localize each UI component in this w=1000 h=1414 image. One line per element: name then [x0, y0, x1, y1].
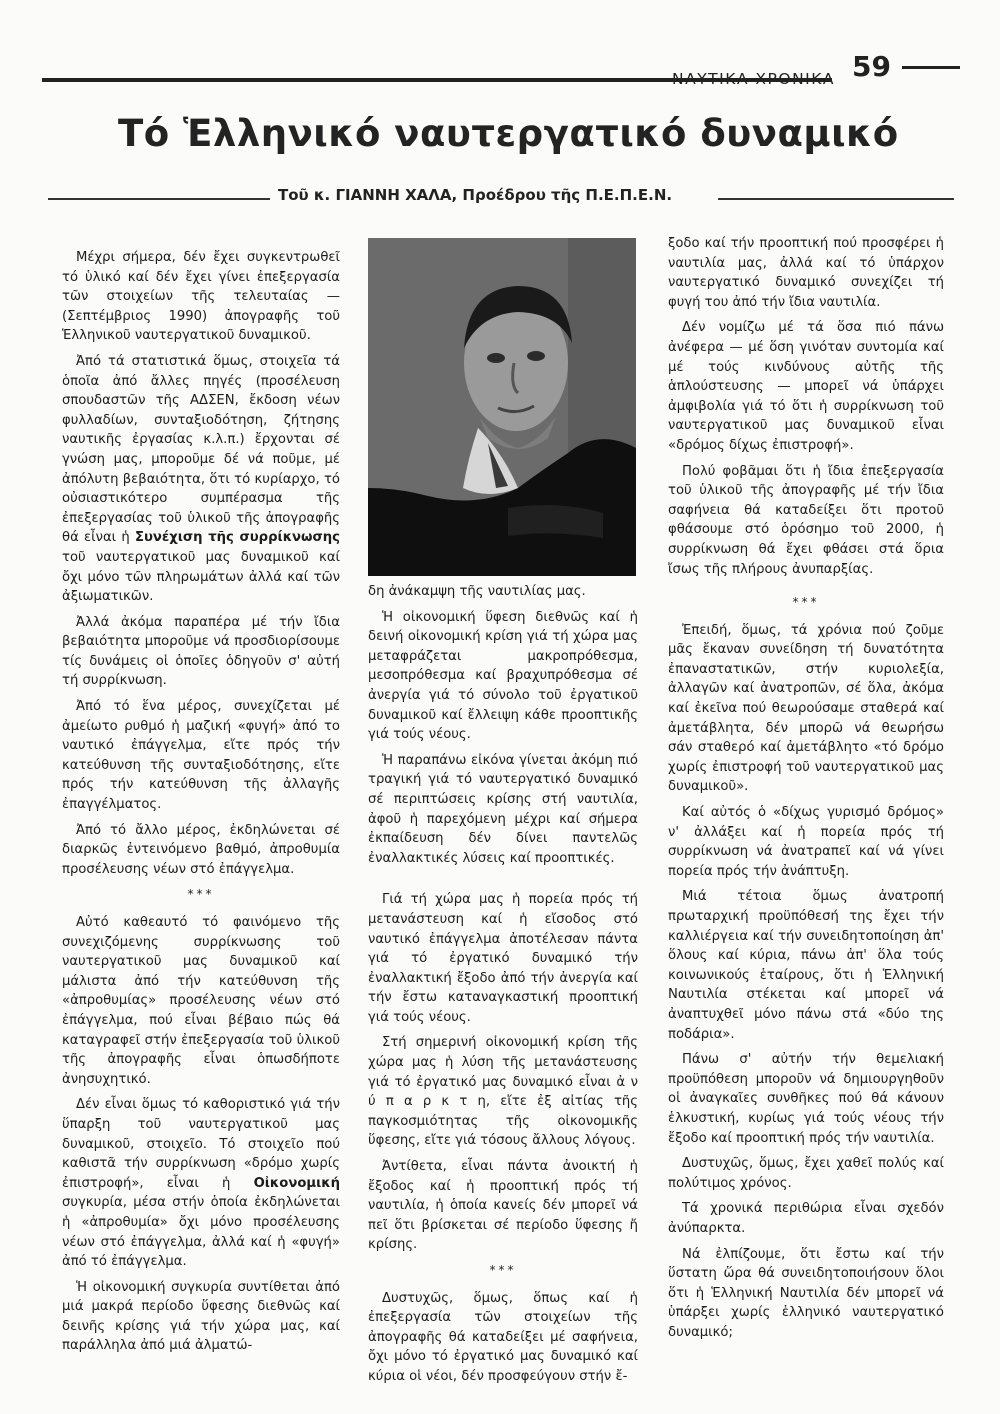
column-left: [62, 248, 340, 1362]
paragraph: Πολύ φοβᾶμαι ὅτι ἡ ἴδια ἐπεξεργασία τοῦ ὑλικοῦ τῆς ἀπογραφῆς μέ τήν ἴδια σαφήνεια θά καταδείξει ὅτι προτοῦ φθάσουμε στό ὁρόσημο τοῦ 2000, ἡ συρρίκνωση θά ἔχει φθάσει στά ὅρια ἴσως τῆς πλήρους ἀνυπαρξίας.: [668, 463, 944, 577]
paragraph: ξοδο καί τήν προοπτική πού προσφέρει ἡ ναυτιλία μας, ἀλλά καί τό ὑπάρχον ναυτεργατικό δυναμικό συνεχίζει τή φυγή του ἀπό τήν ἴδια ναυτιλία.: [668, 236, 944, 310]
byline-row: [48, 186, 954, 210]
paragraph: Ἡ οἰκονομική ὕφεση διεθνῶς καί ἡ δεινή οἰκονομική κρίση γιά τή χώρα μας μεταφράζεται μακροπρόθεσμα, μεσοπρόθεσμα καί βραχυπρόθεσμα σέ ἀνεργία γιά τό σύνολο τοῦ ἐργατικοῦ δυναμικοῦ καί ἔλλειψη κάθε προοπτικῆς γιά τούς νέους.: [368, 609, 638, 743]
byline: Τοῦ κ. ΓΙΑΝΝΗ ΧΑΛΑ, Προέδρου τῆς Π.Ε.Π.Ε.Ν.: [278, 186, 673, 204]
paragraph: Πάνω σ' αὐτήν τήν θεμελιακή προϋπόθεση μποροῦν νά δημιουργηθοῦν οἱ ἀναγκαῖες συνθῆκες πού θά κάνουν ἑλκυστική, κυρίως γιά τούς νέους τήν ἔξοδο καί προοπτική πρός τήν ναυτιλία.: [668, 1052, 944, 1146]
paragraph: [62, 1095, 340, 1271]
article-title: Τό Ἑλληνικό ναυτεργατικό δυναμικό: [118, 112, 899, 155]
paragraph: Αὐτό καθεαυτό τό φαινόμενο τῆς συνεχιζόμενης συρρίκνωσης τοῦ ναυτεργατικοῦ μας δυναμικοῦ καί μάλιστα ἀπό τήν κατεύθυνση τῆς «ἀπροθυμίας» προσέλευσης νέων στό ἐπάγγελμα, πού εἶναι βέβαιο πώς θά καταγραφεῖ στήν ἐπεξεργασία τοῦ ὑλικοῦ τῆς ἀπογραφῆς εἶναι ὁπωσδήποτε ἀνησυχητικό.: [62, 915, 340, 1087]
author-portrait: [368, 238, 636, 576]
header-rule-right: [902, 66, 960, 69]
byline-rule-left: [48, 198, 270, 200]
paragraph: Ἀπό τό ἄλλο μέρος, ἐκδηλώνεται σέ διαρκῶς ἐντεινόμενο βαθμό, ἀπροθυμία προσέλευσης νέων στό ἐπάγγελμα.: [62, 822, 340, 877]
paragraph: Ἀλλά ἀκόμα παραπέρα μέ τήν ἴδια βεβαιότητα μποροῦμε νά προσδιορίσουμε τίς δυνάμεις οἱ ὁποῖες ὁδηγοῦν σ' αὐτή τή συρρίκνωση.: [62, 614, 340, 689]
section-divider: ***: [489, 1263, 517, 1277]
paragraph: Μιά τέτοια ὅμως ἀνατροπή πρωταρχική προϋπόθεσή της ἔχει τήν καλλιέργεια καί τήν συνειδητοποίηση ἀπ' ὅλους καί κύρια, πάνω ἀπ' ὅλα τούς κοινωνικούς ἑταίρους, ὅτι ἡ Ἑλληνική Ναυτιλία στέκεται καί μπορεῖ νά ἀναπτυχθεῖ μόνο πάνω στά «δύο της ποδάρια».: [668, 889, 944, 1042]
emphasis-text: Συνέχιση τῆς συρρίκνωσης: [135, 530, 340, 546]
column-right: [668, 234, 944, 1348]
paragraph: Ἐπειδή, ὅμως, τά χρόνια πού ζοῦμε μᾶς ἔκαναν συνείδηση τή δυνατότητα ἐπαναστατικῶν, στήν κυριολεξία, ἀλλαγῶν καί ἀνατροπῶν, σέ ὅλα, ἀκόμα καί ἐκεῖνα πού θεωρούσαμε σταθερά καί ἀμετάβλητα, δέν μπορῶ νά θεωρήσω σάν σταθερό καί ἀμετάβλητο «τό δρόμο χωρίς ἐπιστροφή τοῦ ναυτεργατικοῦ μας δυναμικοῦ».: [668, 622, 944, 795]
paragraph-text: Δέν εἶναι ὅμως τό καθοριστικό γιά τήν ὕπαρξη τοῦ ναυτεργατικοῦ μας δυναμικοῦ, στοιχεῖο. Τό στοιχεῖο πού καθιστᾶ τήν συρρίκνωση «δρόμο χωρίς ἐπιστροφή», εἶναι ἡ: [62, 1097, 340, 1191]
paragraph: Νά ἐλπίζουμε, ὅτι ἔστω καί τήν ὕστατη ὥρα θά συνειδητοποιήσουν ὅλοι ὅτι ἡ Ἑλληνική Ναυτιλία δέν μπορεῖ νά ὑπάρξει χωρίς ἑλληνικό ναυτεργατικό δυναμικό;: [668, 1246, 944, 1340]
paragraph: δη ἀνάκαμψη τῆς ναυτιλίας μας.: [368, 584, 586, 599]
paragraph-text: τοῦ ναυτεργατικοῦ μας δυναμικοῦ καί ὄχι μόνο τῶν πληρωμάτων ἀλλά καί τῶν ἀξιωματικῶν.: [62, 549, 340, 605]
paragraph: Δέν νομίζω μέ τά ὅσα πιό πάνω ἀνέφερα — μέ ὅση γινόταν συντομία καί μέ τούς κινδύνους αὐτῆς τῆς ἁπλούστευσης — μπορεῖ νά ὑπάρχει ἀμφιβολία γιά τό ὅτι ἡ συρρίκνωση τοῦ ναυτεργατικοῦ μας δυναμικοῦ εἶναι «δρόμος δίχως ἐπιστροφή».: [668, 320, 944, 453]
byline-rule-right: [718, 198, 954, 200]
page-number: 59: [852, 50, 891, 83]
paragraph: Τά χρονικά περιθώρια εἶναι σχεδόν ἀνύπαρκτα.: [668, 1201, 944, 1236]
paragraph: Ἀπό τό ἕνα μέρος, συνεχίζεται μέ ἀμείωτο ρυθμό ἡ μαζική «φυγή» ἀπό το ναυτικό ἐπάγγελμα, εἴτε πρός τήν κατεύθυνση τῆς συνταξιοδότησης, εἴτε πρός τήν κατεύθυνση τῆς ἀλλαγῆς ἐπαγγέλματος.: [62, 699, 340, 813]
paragraph: Δυστυχῶς, ὅμως, ὅπως καί ἡ ἐπεξεργασία τῶν στοιχείων τῆς ἀπογραφῆς θά καταδείξει μέ σαφήνεια, ὄχι μόνο τό ἐργατικό μας δυναμικό καί κύρια οἱ νέοι, δέν προσφεύγουν στήν ἔ-: [368, 1290, 638, 1384]
section-divider: ***: [187, 887, 215, 902]
emphasis-text: Οἰκονομική: [253, 1175, 340, 1191]
paragraph: Ἡ οἰκονομική συγκυρία συντίθεται ἀπό μιά μακρά περίοδο ὕφεσης διεθνῶς καί δεινῆς κρίσης γιά τήν χώρα μας, καί παράλληλα ἀπό μιά ἀλματώ-: [62, 1279, 340, 1354]
paragraph: Καί αὐτός ὁ «δίχως γυρισμό δρόμος» ν' ἀλλάξει καί ἡ πορεία πρός τή συρρίκνωση νά ἀνατραπεῖ καί νά γίνει πορεία πρός τήν ἀνάπτυξη.: [668, 805, 944, 879]
author-portrait-illustration: [368, 238, 636, 576]
paragraph-text: Ἀπό τά στατιστικά ὅμως, στοιχεῖα τά ὁποῖα ἀπό ἄλλες πηγές (προσέλευση σπουδαστῶν τῆς ΑΔΣΕΝ, ἔκδοση νέων φυλλαδίων, συνταξιοδότηση, ζήτησης ναυτικῆς ἐργασίας κ.λ.π.) ἔρχονται σέ γνώση μας, μποροῦμε δέ νά ποῦμε, μέ ἀπόλυτη βεβαιότητα, ὅτι τό κυρίαρχο, τό οὐσιαστικότερο συμπέρασμα τῆς ἐπεξεργασίας τοῦ ὑλικοῦ τῆς ἀπογραφῆς θά εἶναι ἡ: [62, 353, 340, 546]
paragraph-text: συγκυρία, μέσα στήν ὁποία ἐκδηλώνεται ἡ «ἀπροθυμία» ὄχι μόνο προσέλευσης νέων στό ἐπάγγελμα, ἀλλά καί ἡ «φυγή» ἀπό τό ἐπάγγελμα.: [62, 1195, 340, 1270]
column-middle: [368, 582, 638, 1393]
paragraph: Στή σημερινή οἰκονομική κρίση τῆς χώρα μας ἡ λύση τῆς μετανάστευσης γιά τό ἐργατικό μας δυναμικό εἶναι ἀ ν ύ π α ρ κ τ η, εἴτε ἐξ αἰτίας τῆς παγκοσμιότητας τῆς οἰκονομικῆς ὕφεσης, εἴτε γιά τόσους ἄλλους λόγους.: [368, 1035, 638, 1149]
paragraph: Ἡ παραπάνω εἰκόνα γίνεται ἀκόμη πιό τραγική γιά τό ναυτεργατικό δυναμικό σέ περιπτώσεις κρίσης στή ναυτιλία, ἀφοῦ ἡ παρεχόμενη μέχρι καί σήμερα ἐκπαίδευση δέν δίνει παντελῶς ἐναλλακτικές λύσεις καί προοπτικές.: [368, 752, 638, 866]
paragraph: Ἀντίθετα, εἶναι πάντα ἀνοικτή ἡ ἔξοδος καί ἡ προοπτική πρός τή ναυτιλία, ἡ ὁποία κανείς δέν μπορεῖ νά πεῖ ὅτι βρίσκεται σέ περίοδο ὕφεσης ἤ κρίσης.: [368, 1159, 638, 1253]
paragraph: Γιά τή χώρα μας ἡ πορεία πρός τή μετανάστευση καί ἡ εἴσοδος στό ναυτικό ἐπάγγελμα ἀποτέλεσαν πάντα γιά τό ἐργατικό δυναμικό τήν ἐναλλακτική ἔξοδο ἀπό τήν ἀνεργία καί τήν ἔστω καταναγκαστική προοπτική γιά τούς νέους.: [368, 892, 638, 1025]
section-divider: ***: [792, 595, 820, 610]
paragraph: Μέχρι σήμερα, δέν ἔχει συγκεντρωθεῖ τό ὑλικό καί δέν ἔχει γίνει ἐπεξεργασία τῶν στοιχείων τῆς τελευταίας — (Σεπτέμβριος 1990) ἀπογραφῆς τοῦ Ἑλληνικοῦ ναυτεργατικοῦ δυναμικοῦ.: [62, 250, 340, 344]
magazine-name: ΝΑΥΤΙΚΑ ΧΡΟΝΙΚΑ: [672, 70, 835, 88]
paragraph: [62, 352, 340, 607]
paragraph: Δυστυχῶς, ὅμως, ἔχει χαθεῖ πολύς καί πολύτιμος χρόνος.: [668, 1156, 944, 1191]
